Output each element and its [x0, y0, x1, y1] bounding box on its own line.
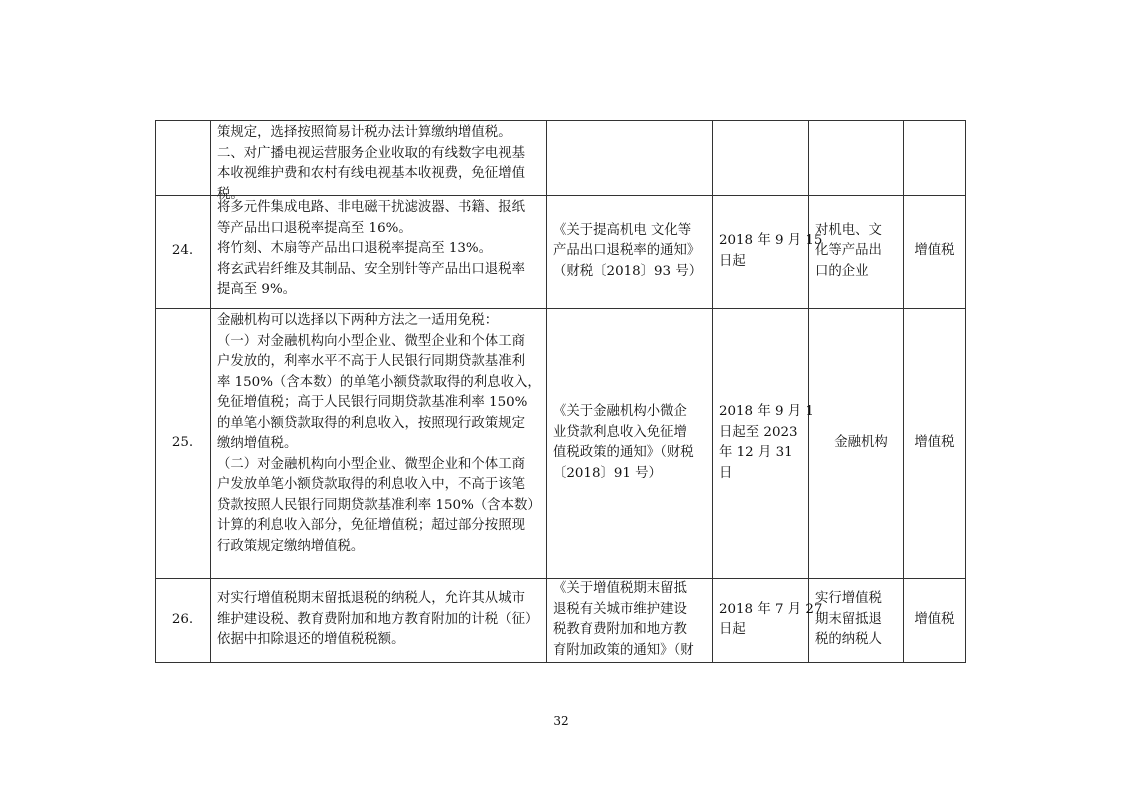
text-line: 税。: [217, 186, 244, 202]
text-line: 2018 年 9 月 1: [719, 404, 814, 419]
text-line: 将玄武岩纤维及其制品、安全别针等产品出口退税率: [217, 261, 525, 277]
text-line: 率 150%（含本数）的单笔小额贷款取得的利息收入，: [217, 374, 541, 390]
content-cell: [217, 578, 547, 662]
text-line: 对实行增值税期末留抵退税的纳税人，允许其从城市: [217, 591, 525, 607]
text-line: 《关于金融机构小微企: [553, 404, 687, 419]
tax-text: 增值税: [914, 434, 955, 450]
text-line: 行政策规定缴纳增值税。: [217, 538, 365, 554]
text-line: 值税政策的通知》（财税: [553, 445, 694, 460]
text-line: 贷款按照人民银行同期贷款基准利率 150%（含本数）: [217, 497, 541, 513]
text-line: 2018 年 7 月 27: [719, 601, 823, 617]
text-line: 金融机构: [834, 434, 888, 450]
text-line: 免征增值税；高于人民银行同期贷款基准利率 150%: [217, 395, 528, 410]
tax-cell: [903, 578, 966, 662]
text-line: 本收视维护费和农村有线电视基本收视费，免征增值: [217, 166, 525, 181]
text-line: 期末留抵退: [815, 611, 882, 627]
text-line: 金融机构可以选择以下两种方法之一适用免税：: [217, 313, 499, 328]
text-line: 业贷款利息收入免征增: [553, 424, 687, 440]
text-line: 2018 年 9 月 15: [719, 233, 823, 248]
policy-cell: [553, 308, 713, 578]
policy-cell: [553, 195, 713, 308]
tax-text: 增值税: [914, 243, 955, 259]
text-line: 产品出口退税率的通知》: [553, 243, 701, 259]
content-cell: [217, 195, 547, 308]
policy-cell: [553, 578, 713, 662]
text-line: 等产品出口退税率提高至 16%。: [217, 220, 412, 236]
row-number-text: 26.: [171, 611, 194, 627]
row-number: [155, 308, 210, 578]
row-number: [155, 195, 210, 308]
page-number: 32: [553, 714, 569, 728]
text-line: 税教育费附加和地方教: [553, 622, 687, 637]
text-line: 日: [719, 465, 733, 481]
text-line: （财税〔2018〕93 号）: [553, 263, 703, 279]
row-divider: [155, 662, 966, 663]
text-line: 实行增值税: [815, 591, 882, 607]
text-line: 计算的利息收入部分，免征增值税；超过部分按照现: [217, 518, 525, 533]
text-line: 育附加政策的通知》（财: [553, 642, 694, 658]
tax-cell: [903, 195, 966, 308]
text-line: 户发放单笔小额贷款取得的利息收入中，不高于该笔: [217, 477, 525, 492]
text-line: 《关于提高机电 文化等: [553, 222, 692, 238]
row-number-text: 25.: [171, 434, 194, 450]
text-line: 口的企业: [815, 263, 869, 279]
text-line: 日起至 2023: [719, 424, 798, 440]
policy-table: [155, 120, 966, 663]
text-line: 〔2018〕91 号）: [553, 465, 662, 481]
text-line: 将多元件集成电路、非电磁干扰滤波器、书籍、报纸: [217, 200, 525, 215]
text-line: 二、对广播电视运营服务企业收取的有线数字电视基: [217, 145, 525, 161]
row-number: [155, 578, 210, 662]
text-line: 策规定，选择按照简易计税办法计算缴纳增值税。: [217, 125, 512, 140]
text-line: 《关于增值税期末留抵: [553, 581, 687, 596]
content-cell: [217, 120, 547, 202]
text-line: 化等产品出: [815, 243, 882, 259]
text-line: 户发放的，利率水平不高于人民银行同期贷款基准利: [217, 354, 525, 369]
text-line: （一）对金融机构向小型企业、微型企业和个体工商: [217, 333, 525, 349]
text-line: 税的纳税人: [815, 632, 882, 648]
text-line: 将竹刻、木扇等产品出口退税率提高至 13%。: [217, 241, 493, 256]
content-cell: [217, 308, 547, 578]
column-divider: [210, 120, 211, 663]
text-line: 年 12 月 31: [719, 445, 793, 460]
text-line: 缴纳增值税。: [217, 436, 298, 451]
text-line: （二）对金融机构向小型企业、微型企业和个体工商: [217, 456, 525, 472]
date-cell: [719, 308, 814, 578]
text-line: 对机电、文: [815, 222, 882, 238]
text-line: 依据中扣除退还的增值税税额。: [217, 632, 405, 648]
date-cell: [719, 578, 823, 662]
tax-text: 增值税: [914, 611, 955, 627]
text-line: 提高至 9%。: [217, 282, 297, 297]
date-cell: [719, 195, 823, 308]
target-cell: [815, 578, 907, 662]
tax-cell: [903, 308, 966, 578]
text-line: 维护建设税、教育费附加和地方教育附加的计税（征）: [217, 611, 539, 627]
text-line: 退税有关城市维护建设: [553, 601, 687, 617]
target-cell: [815, 195, 907, 308]
row-number-text: 24.: [171, 243, 194, 259]
text-line: 日起: [719, 253, 746, 269]
target-cell: [815, 308, 907, 578]
text-line: 的单笔小额贷款取得的利息收入，按照现行政策规定: [217, 415, 525, 431]
text-line: 日起: [719, 622, 746, 637]
